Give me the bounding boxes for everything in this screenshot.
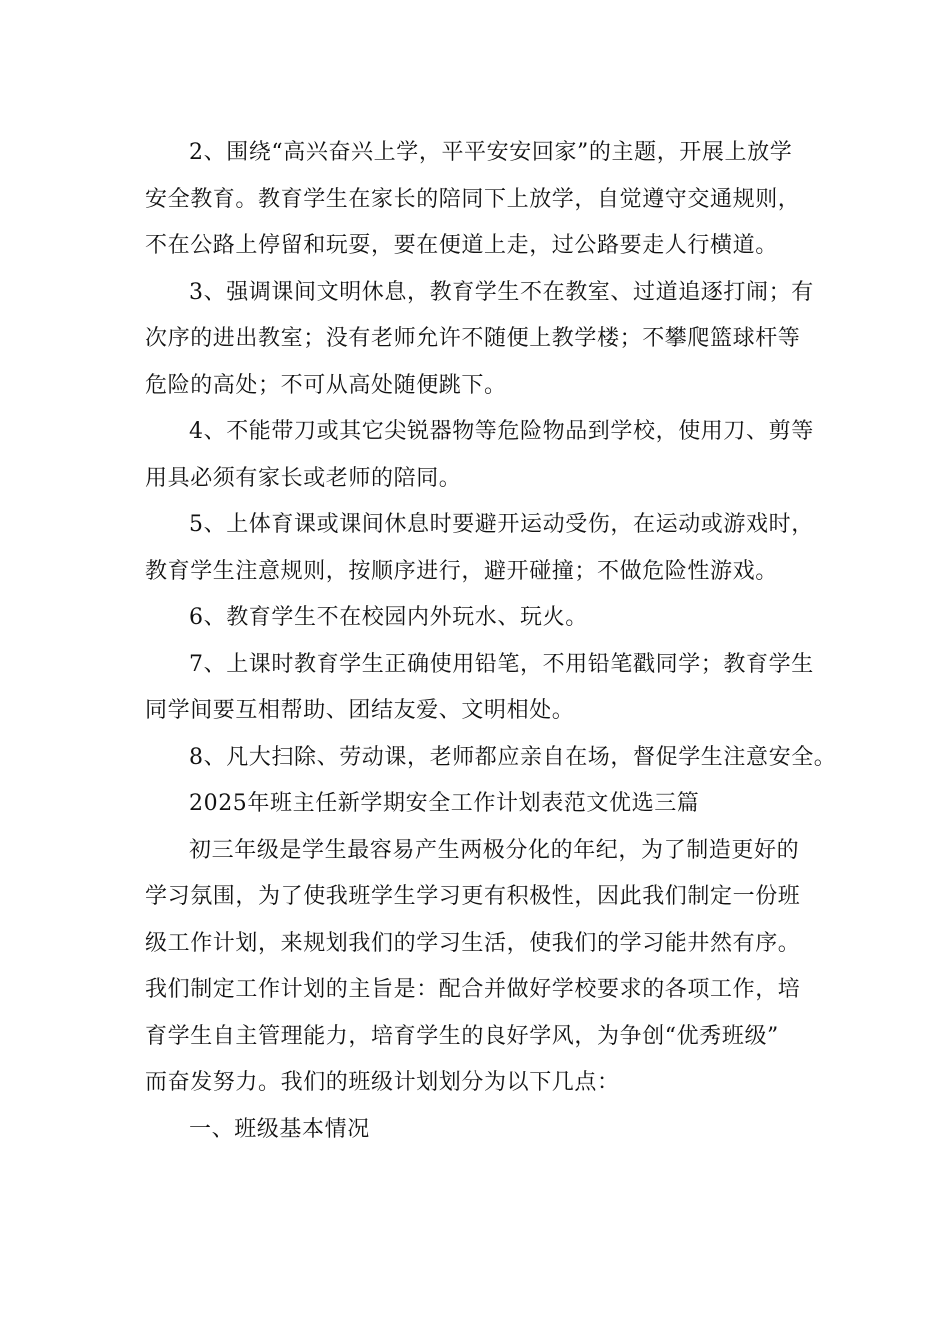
paragraph-line: 安全教育。教育学生在家长的陪同下上放学，自觉遵守交通规则， <box>145 186 801 212</box>
document-body <box>145 130 837 1153</box>
paragraph-line: 7、上课时教育学生正确使用铅笔，不用铅笔戳同学；教育学生 <box>189 651 814 677</box>
paragraph-line: 8、凡大扫除、劳动课，老师都应亲自在场，督促学生注意安全。 <box>189 744 837 770</box>
paragraph-line: 6、教育学生不在校园内外玩水、玩火。 <box>189 605 588 630</box>
paragraph-line: 学习氛围，为了使我班学生学习更有积极性，因此我们制定一份班 <box>145 884 801 909</box>
paragraph-line: 育学生自主管理能力，培育学生的良好学风，为争创“优秀班级” <box>145 1023 779 1049</box>
paragraph-line: 次序的进出教室；没有老师允许不随便上教学楼；不攀爬篮球杆等 <box>145 326 801 351</box>
paragraph-line: 用具必须有家长或老师的陪同。 <box>145 465 462 491</box>
section-heading: 2025年班主任新学期安全工作计划表范文优选三篇 <box>189 791 700 816</box>
paragraph-line: 教育学生注意规则，按顺序进行，避开碰撞；不做危险性游戏。 <box>145 558 778 584</box>
paragraph-line: 初三年级是学生最容易产生两极分化的年纪，为了制造更好的 <box>189 837 800 863</box>
paragraph-line: 而奋发努力。我们的班级计划划分为以下几点： <box>145 1070 620 1095</box>
subsection-heading: 一、班级基本情况 <box>189 1116 370 1142</box>
paragraph-line: 4、不能带刀或其它尖锐器物等危险物品到学校，使用刀、剪等 <box>189 419 814 444</box>
paragraph-line: 2、围绕“高兴奋兴上学，平平安安回家”的主题，开展上放学 <box>189 140 793 165</box>
paragraph-line: 不在公路上停留和玩耍，要在便道上走，过公路要走人行横道。 <box>145 233 778 258</box>
paragraph-line: 级工作计划，来规划我们的学习生活，使我们的学习能井然有序。 <box>145 930 801 956</box>
paragraph-line: 危险的高处；不可从高处随便跳下。 <box>145 372 507 398</box>
paragraph-line: 同学间要互相帮助、团结友爱、文明相处。 <box>145 698 575 723</box>
paragraph-line: 3、强调课间文明休息，教育学生不在教室、过道追逐打闹；有 <box>189 279 814 305</box>
paragraph-line: 5、上体育课或课间休息时要避开运动受伤，在运动或游戏时， <box>189 512 814 537</box>
paragraph-line: 我们制定工作计划的主旨是：配合并做好学校要求的各项工作，培 <box>145 977 801 1002</box>
